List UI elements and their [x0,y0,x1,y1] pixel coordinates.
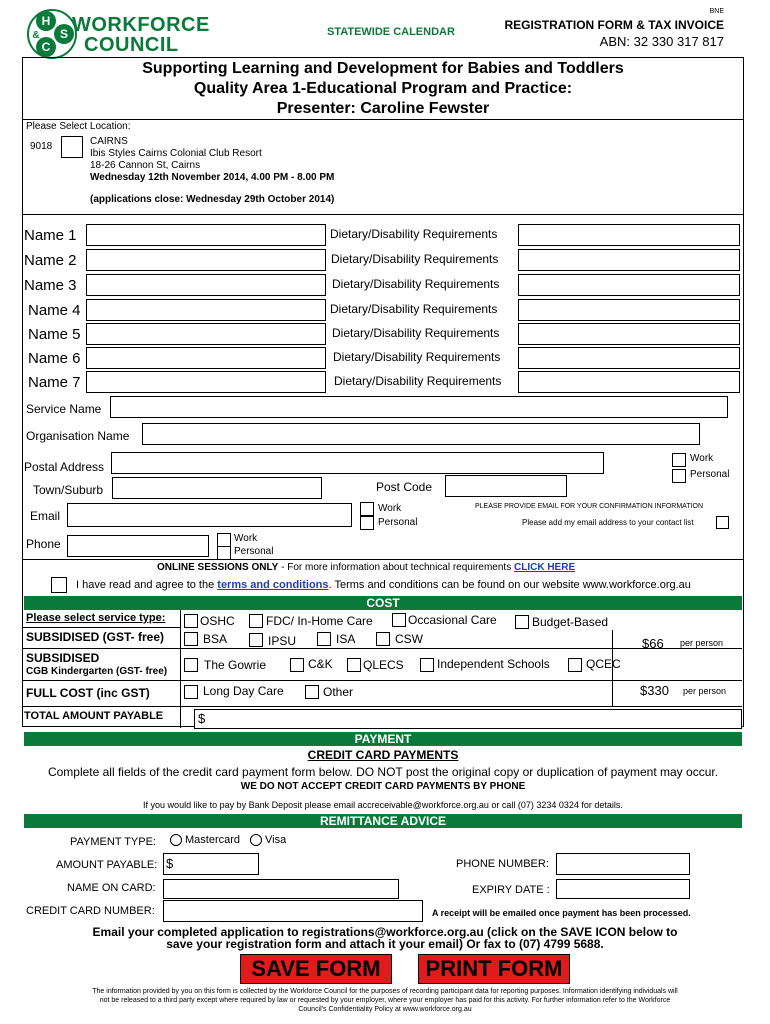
name-label-2: Name 2 [24,252,77,269]
location-city: CAIRNS [90,136,128,147]
dietary-input-5[interactable] [518,323,740,345]
course-subtitle: Quality Area 1-Educational Program and Practice: [193,80,573,97]
phone-personal-label: Personal [234,546,274,557]
amount-dollar: $ [166,856,174,871]
ipsu-checkbox[interactable] [249,633,263,647]
divider [22,119,744,120]
privacy-line-3: Council's Confidentiality Policy at www.workforce.org.au [298,1006,472,1013]
postal-address-input[interactable] [111,452,604,474]
email-work-label: Work [378,503,402,514]
divider [180,610,181,728]
name-input-2[interactable] [86,249,326,271]
subsidised-gst-label: SUBSIDISED (GST- free) [26,630,165,644]
name-on-card-input[interactable] [163,879,399,899]
dietary-label-2: Dietary/Disability Requirements [331,252,499,266]
cc-payments-title: CREDIT CARD PAYMENTS [307,748,459,762]
qlecs-label: QLECS [363,658,404,672]
logo-workforce: WORKFORCE [72,14,210,36]
visa-radio[interactable] [250,834,262,846]
cost-header: COST [24,596,742,610]
terms-text [76,579,691,591]
postal-work-label: Work [690,453,714,464]
other-label: Other [323,685,354,699]
location-datetime: Wednesday 12th November 2014, 4.00 PM - 8.00 PM [90,172,335,183]
dietary-input-7[interactable] [518,371,740,393]
oshc-checkbox[interactable] [184,614,198,628]
dietary-label-6: Dietary/Disability Requirements [333,350,501,364]
contact-list-checkbox[interactable] [716,516,729,529]
phone-work-label: Work [234,533,258,544]
visa-label: Visa [265,834,287,846]
privacy-line-2: not be released to a third party except where required by law or requested by your employer, where your employer has paid for this activity. For further information refer to the Workforce [99,997,671,1004]
phone-number-input[interactable] [556,853,690,875]
post-code-label: Post Code [376,480,433,494]
organisation-name-input[interactable] [142,423,700,445]
mastercard-label: Mastercard [185,834,241,846]
email-personal-checkbox[interactable] [360,516,374,530]
location-venue: Ibis Styles Cairns Colonial Club Resort [90,148,262,159]
save-form-button[interactable]: SAVE FORM [240,954,392,984]
independent-schools-checkbox[interactable] [420,658,434,672]
divider [22,214,744,215]
click-here-link[interactable]: CLICK HERE [514,562,576,573]
bsa-checkbox[interactable] [184,632,198,646]
bank-deposit-note: If you would like to pay by Bank Deposit please email accreceivable@workforce.org.au or call (07) 3234 0324 for details. [143,800,623,810]
phone-work-checkbox[interactable] [217,533,231,547]
form-type: REGISTRATION FORM & TAX INVOICE [504,18,724,32]
phone-number-label: PHONE NUMBER: [456,858,549,870]
bsa-label: BSA [203,632,228,646]
logo-letter-amp: & [32,30,40,41]
dietary-input-3[interactable] [518,274,740,296]
organisation-name-label: Organisation Name [26,429,130,443]
csw-checkbox[interactable] [376,632,390,646]
gowrie-label: The Gowrie [204,658,267,672]
name-input-5[interactable] [86,323,326,345]
email-instruction-1: Email your completed application to registrations@workforce.org.au (click on the SAVE ICON below to [92,925,678,939]
calendar-label: STATEWIDE CALENDAR [327,26,455,38]
independent-schools-label: Independent Schools [437,657,550,671]
phone-input[interactable] [67,535,209,557]
occasional-care-checkbox[interactable] [392,613,406,627]
postal-personal-checkbox[interactable] [672,469,686,483]
budget-based-checkbox[interactable] [515,615,529,629]
dietary-input-4[interactable] [518,299,740,321]
location-checkbox[interactable] [61,136,83,158]
name-label-7: Name 7 [28,374,81,391]
total-label: TOTAL AMOUNT PAYABLE [24,710,164,722]
long-day-care-label: Long Day Care [203,684,284,698]
fdc-label: FDC/ In-Home Care [266,614,373,628]
terms-checkbox[interactable] [51,577,67,593]
ck-label: C&K [308,657,333,671]
email-work-checkbox[interactable] [360,502,374,516]
service-name-label: Service Name [26,402,102,416]
subsidised-per-person: per person [680,638,724,648]
mastercard-radio[interactable] [170,834,182,846]
dietary-label-3: Dietary/Disability Requirements [332,277,500,291]
total-input[interactable] [194,709,742,729]
divider [22,648,742,649]
amount-payable-input[interactable] [163,853,259,875]
name-on-card-label: NAME ON CARD: [67,882,156,894]
email-input[interactable] [67,503,352,527]
logo-letter-c: C [41,40,51,54]
town-input[interactable] [112,477,322,499]
select-type-label: Please select service type: [26,612,166,624]
receipt-note: A receipt will be emailed once payment has been processed. [432,908,691,918]
phone-label: Phone [26,537,61,551]
qcec-checkbox[interactable] [568,658,582,672]
online-bold: ONLINE SESSIONS ONLY [157,562,279,573]
cc-instruction: Complete all fields of the credit card payment form below. DO NOT post the original copy or duplication of payment may occur. [47,765,719,779]
occasional-care-label: Occasional Care [408,613,497,627]
online-text: - For more information about technical requirements [278,562,514,573]
subsidised-label: SUBSIDISED [26,651,100,665]
full-per-person: per person [683,686,727,696]
phone-personal-checkbox[interactable] [217,546,231,560]
online-note [157,562,575,573]
name-label-6: Name 6 [28,350,81,367]
postal-work-checkbox[interactable] [672,453,686,467]
subsidised-price: $66 [642,636,664,651]
divider [22,627,180,628]
name-label-1: Name 1 [24,227,77,244]
no-phone-payments: WE DO NOT ACCEPT CREDIT CARD PAYMENTS BY PHONE [240,781,526,792]
long-day-care-checkbox[interactable] [184,685,198,699]
service-name-input[interactable] [110,396,728,418]
name-label-4: Name 4 [28,302,81,319]
dietary-label-7: Dietary/Disability Requirements [334,374,502,388]
postal-personal-label: Personal [690,469,730,480]
dietary-label-5: Dietary/Disability Requirements [332,326,500,340]
csw-label: CSW [395,632,423,646]
logo-letter-s: S [59,27,69,41]
contact-list-note: Please add my email address to your contact list [522,518,694,527]
qlecs-checkbox[interactable] [347,658,361,672]
dietary-input-2[interactable] [518,249,740,271]
fdc-checkbox[interactable] [249,614,263,628]
full-price: $330 [640,683,669,698]
dietary-label-1: Dietary/Disability Requirements [330,227,498,241]
privacy-line-1: The information provided by you on this form is collected by the Workforce Council for the purposes of recording participant data for reporting purposes. Information identifying individuals will [92,988,678,995]
name-label-5: Name 5 [28,326,81,343]
budget-based-label: Budget-Based [532,615,609,629]
name-input-6[interactable] [86,347,326,369]
total-dollar: $ [198,711,206,726]
payment-header: PAYMENT [24,732,742,746]
divider [22,559,744,560]
cgb-label: CGB Kindergarten (GST- free) [26,666,168,677]
dietary-input-1[interactable] [518,224,740,246]
amount-payable-label: AMOUNT PAYABLE: [56,859,158,871]
expiry-date-label: EXPIRY DATE : [472,884,550,896]
payment-type-label: PAYMENT TYPE: [70,836,156,848]
remittance-header: REMITTANCE ADVICE [24,814,742,828]
name-input-3[interactable] [86,274,326,296]
name-input-4[interactable] [86,299,326,321]
email-instruction-2: save your registration form and attach it your email) Or fax to (07) 4799 5688. [166,937,604,951]
town-label: Town/Suburb [33,483,104,497]
dietary-input-6[interactable] [518,347,740,369]
location-prompt: Please Select Location: [26,121,131,132]
ipsu-label: IPSU [268,634,297,648]
location-code: 9018 [30,141,53,152]
expiry-date-input[interactable] [556,879,690,899]
name-input-7[interactable] [86,371,326,393]
other-checkbox[interactable] [305,685,319,699]
gowrie-checkbox[interactable] [184,658,198,672]
region-code: BNE [709,8,724,15]
email-label: Email [30,509,61,523]
name-label-3: Name 3 [24,277,77,294]
card-number-input[interactable] [163,900,423,922]
oshc-label: OSHC [200,614,235,628]
location-close-date: (applications close: Wednesday 29th October 2014) [90,194,335,205]
dietary-label-4: Dietary/Disability Requirements [330,302,498,316]
terms-post: . Terms and conditions can be found on our website www.workforce.org.au [328,579,691,591]
postal-address-label: Postal Address [24,460,105,474]
full-cost-label: FULL COST (inc GST) [26,686,150,700]
email-note: PLEASE PROVIDE EMAIL FOR YOUR CONFIRMATION INFORMATION [475,503,704,510]
logo-letter-h: H [41,14,51,28]
card-number-label: CREDIT CARD NUMBER: [26,905,155,917]
name-input-1[interactable] [86,224,326,246]
isa-label: ISA [336,632,356,646]
logo-council: COUNCIL [84,34,179,56]
isa-checkbox[interactable] [317,632,331,646]
ck-checkbox[interactable] [290,658,304,672]
abn: ABN: 32 330 317 817 [599,34,724,49]
course-title: Supporting Learning and Development for Babies and Toddlers [142,60,624,77]
email-personal-label: Personal [378,517,418,528]
presenter: Presenter: Caroline Fewster [276,100,490,117]
location-address: 18-26 Cannon St, Cairns [90,160,201,171]
terms-link[interactable]: terms and conditions [217,579,329,591]
qcec-label: QCEC [586,657,621,671]
divider [22,706,742,707]
print-form-button[interactable]: PRINT FORM [418,954,570,984]
logo [26,8,210,60]
post-code-input[interactable] [445,475,567,497]
terms-pre: I have read and agree to the [76,579,218,591]
divider [22,680,742,681]
